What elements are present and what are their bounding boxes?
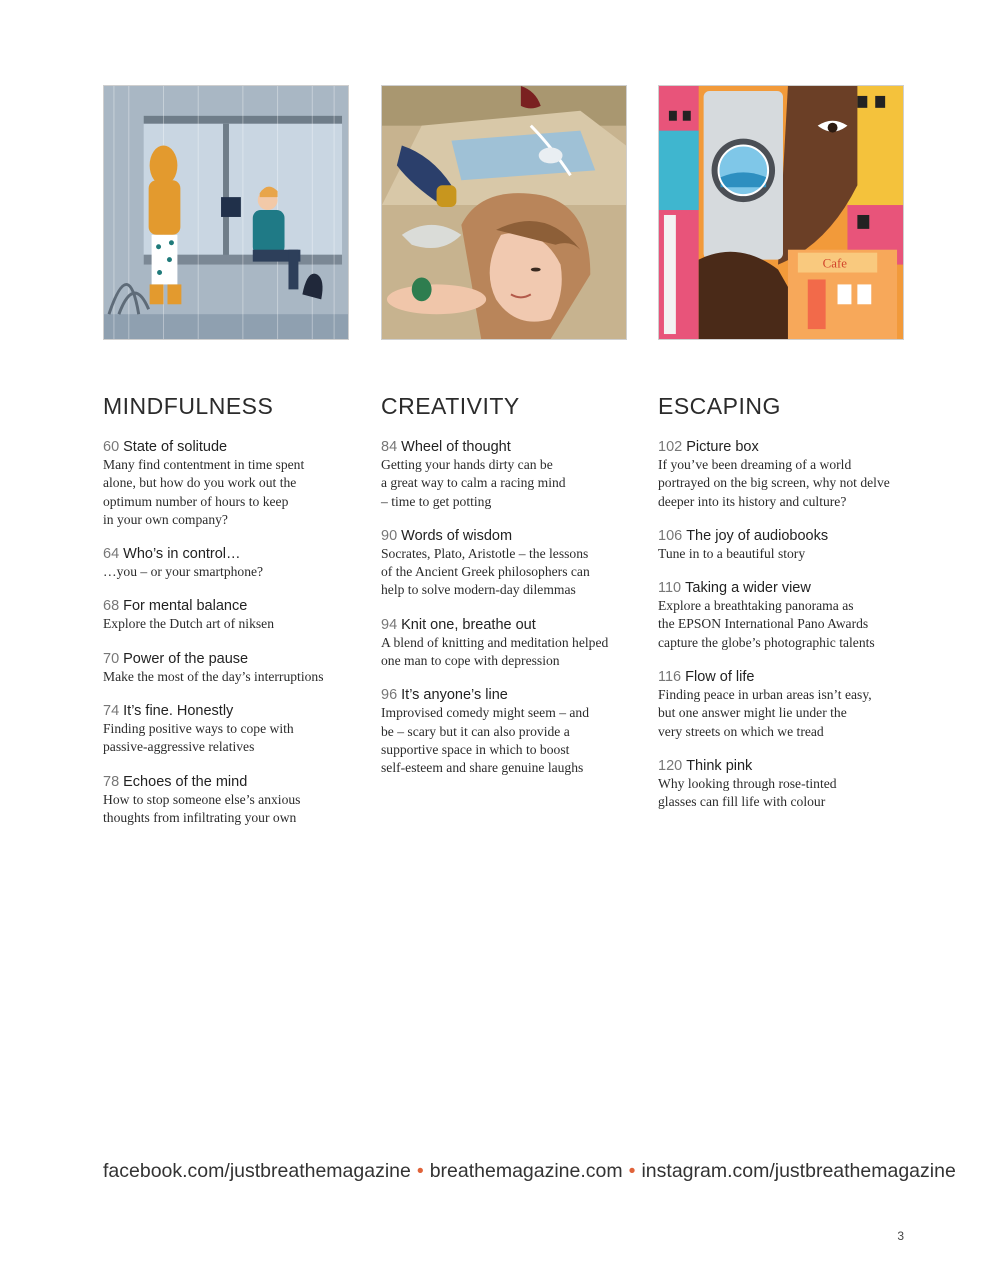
entry-description: How to stop someone else’s anxious thoughts from infiltrating your own — [103, 791, 301, 825]
page-number: 84 — [381, 439, 398, 455]
entry-title: Picture box — [686, 439, 759, 455]
entry-description: Many find contentment in time spent alone, but how do you work out the optimum number of hours to keep in your own company? — [103, 457, 305, 527]
entry-description: Tune in to a beautiful story — [658, 545, 806, 561]
page-number: 116 — [658, 669, 682, 686]
page-number: 96 — [381, 687, 398, 704]
toc-entry[interactable] — [381, 686, 627, 777]
website-link[interactable]: breathemagazine.com — [429, 1160, 623, 1182]
page-number: 78 — [103, 773, 120, 790]
entry-description: Finding peace in urban areas isn’t easy, but one answer might lie under the very streets on which we tread — [658, 687, 872, 739]
page-number: 110 — [658, 580, 682, 597]
section-escaping — [658, 85, 908, 828]
page-number: 64 — [103, 546, 120, 563]
entry-title: Echoes of the mind — [123, 773, 248, 790]
entry-title: It’s anyone’s line — [401, 687, 508, 704]
entry-description: Make the most of the day’s interruptions — [103, 668, 324, 684]
toc-entry[interactable] — [381, 438, 627, 511]
instagram-link[interactable]: instagram.com/justbreathemagazine — [641, 1160, 956, 1182]
page-number: 74 — [103, 703, 120, 720]
section-heading: MINDFULNESS — [103, 393, 274, 419]
toc-entry[interactable] — [381, 616, 627, 671]
toc-entry[interactable] — [103, 702, 349, 757]
toc-entry[interactable] — [658, 757, 908, 812]
section-heading: ESCAPING — [658, 393, 781, 419]
separator-dot: • — [628, 1160, 636, 1182]
mindfulness-illustration — [103, 85, 349, 340]
entry-description: A blend of knitting and meditation helped one man to cope with depression — [381, 634, 609, 669]
page-number-footer: 3 — [897, 1229, 904, 1243]
page-number: 60 — [103, 439, 120, 455]
entry-description: Explore a breathtaking panorama as the EPSON International Pano Awards capture the globe’s photographic talents — [658, 598, 875, 650]
page-number: 94 — [381, 616, 398, 633]
entry-description: Improvised comedy might seem – and be – scary but it can also provide a supportive space in which to boost self-esteem and share genuine laughs — [381, 705, 590, 776]
section-heading: CREATIVITY — [381, 393, 520, 419]
entry-title: For mental balance — [123, 598, 248, 615]
entry-title: Knit one, breathe out — [401, 616, 536, 633]
toc-entry[interactable] — [658, 438, 908, 511]
entry-description: Finding positive ways to cope with passive-aggressive relatives — [103, 721, 294, 755]
toc-entry[interactable] — [103, 597, 349, 633]
toc-entry[interactable] — [103, 650, 349, 686]
entry-description: Explore the Dutch art of niksen — [103, 616, 275, 632]
facebook-link[interactable]: facebook.com/justbreathemagazine — [103, 1160, 411, 1182]
section-mindfulness — [103, 85, 349, 843]
entry-title: The joy of audiobooks — [686, 527, 829, 544]
entry-title: Power of the pause — [123, 650, 249, 667]
entry-title: State of solitude — [123, 439, 228, 455]
entry-title: Who’s in control… — [123, 546, 241, 563]
entry-description: Why looking through rose-tinted glasses can fill life with colour — [658, 775, 837, 810]
entry-description: …you – or your smartphone? — [103, 564, 264, 580]
page-number: 102 — [658, 439, 683, 455]
entry-title: Think pink — [686, 757, 753, 774]
toc-entry[interactable] — [381, 527, 627, 600]
toc-entry[interactable] — [103, 438, 349, 529]
page-number: 120 — [658, 757, 683, 774]
toc-entry[interactable] — [103, 545, 349, 581]
entry-title: Taking a wider view — [685, 580, 811, 597]
entry-title: Flow of life — [685, 669, 755, 686]
entry-description: Getting your hands dirty can be a great way to calm a racing mind – time to get potting — [381, 457, 566, 509]
toc-entry[interactable] — [658, 579, 908, 652]
page-number: 106 — [658, 527, 683, 544]
page-number: 68 — [103, 598, 120, 615]
creativity-illustration — [381, 85, 627, 340]
toc-entry[interactable] — [658, 668, 908, 741]
entry-title: It’s fine. Honestly — [123, 703, 234, 720]
toc-entry[interactable] — [103, 773, 349, 828]
escaping-illustration — [658, 85, 904, 340]
entry-title: Wheel of thought — [401, 439, 511, 455]
separator-dot: • — [416, 1160, 424, 1182]
toc-entry[interactable] — [658, 527, 908, 563]
entry-title: Words of wisdom — [401, 527, 513, 544]
footer-links — [103, 1160, 956, 1183]
entry-description: If you’ve been dreaming of a world portrayed on the big screen, why not delve deeper into its history and culture? — [658, 457, 890, 509]
cafe-sign-text: Cafe — [822, 256, 847, 271]
section-creativity — [381, 85, 627, 794]
page-number: 70 — [103, 650, 120, 667]
page-number: 90 — [381, 527, 398, 544]
entry-description: Socrates, Plato, Aristotle – the lessons of the Ancient Greek philosophers can help to solve modern-day dilemmas — [381, 545, 590, 598]
